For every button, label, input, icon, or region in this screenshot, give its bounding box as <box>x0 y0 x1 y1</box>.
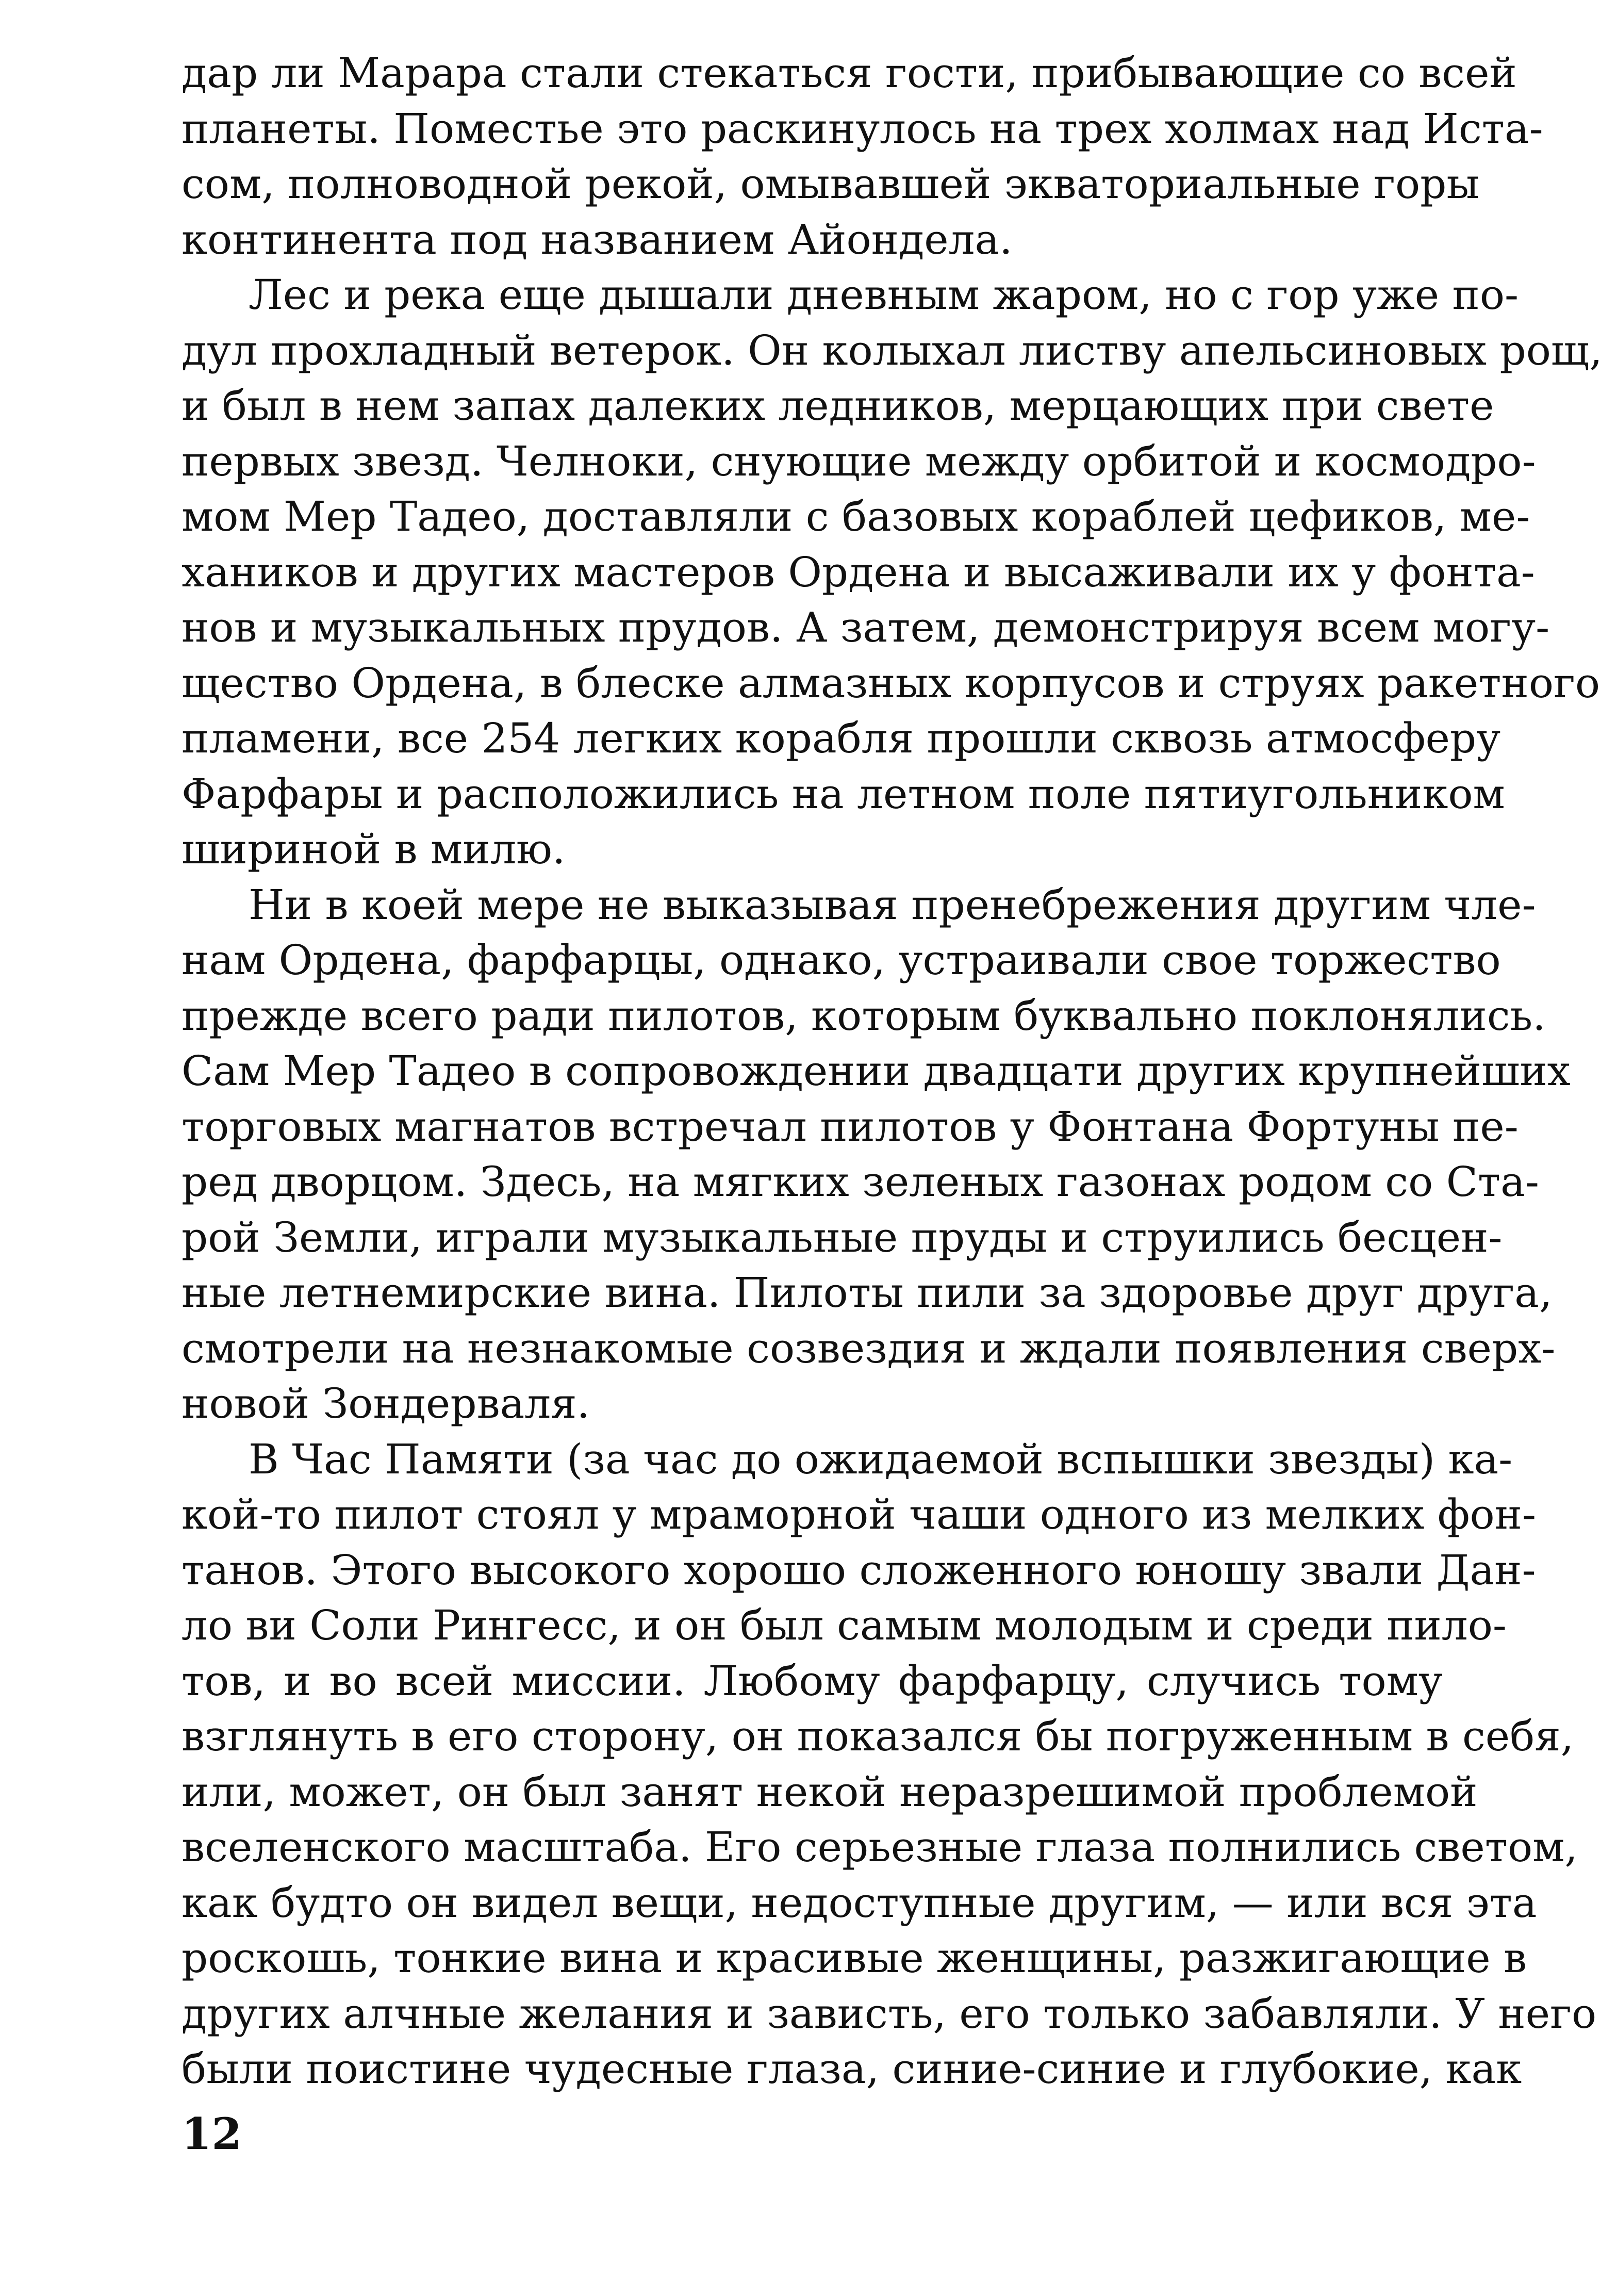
text-line: первых звезд. Челноки, снующие между орбитой и космодро- <box>182 437 1536 485</box>
text-line: торговых магнатов встречал пилотов у Фонтана Фортуны пе- <box>182 1102 1519 1151</box>
text-line: мом Мер Тадео, доставляли с базовых кораблей цефиков, ме- <box>182 493 1530 540</box>
text-line: как будто он видел вещи, недоступные другим, — или вся эта <box>182 1878 1537 1927</box>
text-line: рой Земли, играли музыкальные пруды и струились бесцен- <box>182 1213 1503 1261</box>
text-line: роскошь, тонкие вина и красивые женщины, разжигающие в <box>182 1934 1527 1982</box>
text-line: щество Ордена, в блеске алмазных корпусов и струях ракетного <box>182 659 1600 707</box>
paragraph-first-line: Лес и река еще дышали дневным жаром, но с гор уже по- <box>249 271 1519 319</box>
text-line: вселенского масштаба. Его серьезные глаза полнились светом, <box>182 1823 1578 1871</box>
text-line: прежде всего ради пилотов, которым буквально поклонялись. <box>182 991 1546 1040</box>
text-line: или, может, он был занят некой неразрешимой проблемой <box>182 1767 1478 1816</box>
text-line: и был в нем запах далеких ледников, мерцающих при свете <box>182 382 1494 430</box>
text-line: взглянуть в его сторону, он показался бы погруженным в себя, <box>182 1712 1574 1760</box>
book-page <box>182 45 1603 2232</box>
text-line: смотрели на незнакомые созвездия и ждали появления сверх- <box>182 1324 1556 1372</box>
text-line: были поистине чудесные глаза, синие-синие и глубокие, как <box>182 2045 1522 2093</box>
text-line: дар ли Марара стали стекаться гости, прибывающие со всей <box>182 49 1517 97</box>
text-line: танов. Этого высокого хорошо сложенного юношу звали Дан- <box>182 1546 1536 1594</box>
paragraph-first-line: Ни в коей мере не выказывая пренебрежения другим чле- <box>249 880 1536 929</box>
text-line: тов, и во всей миссии. Любому фарфарцу, случись тому <box>182 1657 1443 1705</box>
text-line: хаников и других мастеров Ордена и высаживали их у фонта- <box>182 548 1535 596</box>
text-line: Фарфары и расположились на летном поле пятиугольником <box>182 769 1505 818</box>
text-line: новой Зондерваля. <box>182 1380 590 1428</box>
text-line: ло ви Соли Рингесс, и он был самым молодым и среди пило- <box>182 1601 1507 1649</box>
text-line: пламени, все 254 легких корабля прошли сквозь атмосферу <box>182 714 1501 762</box>
paragraph-first-line: В Час Памяти (за час до ожидаемой вспышки звезды) ка- <box>249 1435 1513 1483</box>
text-line: континента под названием Айондела. <box>182 215 1013 264</box>
text-line: кой-то пилот стоял у мраморной чаши одного из мелких фон- <box>182 1490 1536 1538</box>
text-line: нам Ордена, фарфарцы, однако, устраивали свое торжество <box>182 936 1501 984</box>
text-line: сом, полноводной рекой, омывавшей экваториальные горы <box>182 160 1480 208</box>
text-line: ные летнемирские вина. Пилоты пили за здоровье друг друга, <box>182 1269 1553 1317</box>
page-number: 12 <box>182 2108 242 2159</box>
text-line: планеты. Поместье это раскинулось на трех холмах над Иста- <box>182 104 1543 153</box>
text-line: дул прохладный ветерок. Он колыхал листву апельсиновых рощ, <box>182 326 1603 374</box>
text-line: ред дворцом. Здесь, на мягких зеленых газонах родом со Ста- <box>182 1158 1539 1206</box>
text-line: других алчные желания и зависть, его только забавляли. У него <box>182 1989 1597 2038</box>
text-line: Сам Мер Тадео в сопровождении двадцати других крупнейших <box>182 1047 1571 1095</box>
text-line: нов и музыкальных прудов. А затем, демонстрируя всем могу- <box>182 603 1550 651</box>
text-line: шириной в милю. <box>182 825 566 873</box>
body-text <box>182 45 1603 2097</box>
